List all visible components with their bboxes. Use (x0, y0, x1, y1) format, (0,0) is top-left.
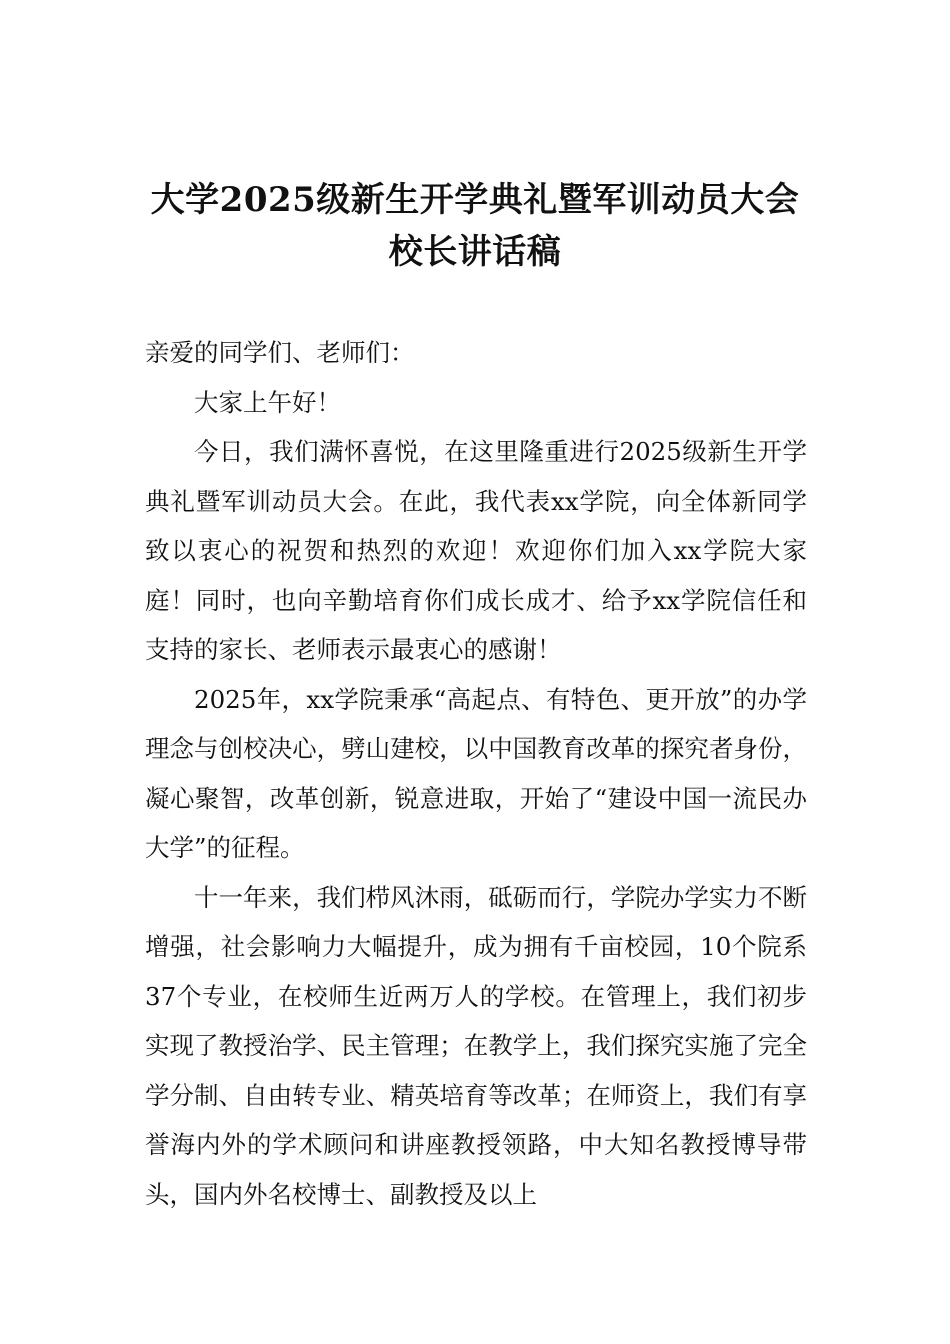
paragraph-achievements: 十一年来，我们栉风沐雨，砥砺而行，学院办学实力不断增强，社会影响力大幅提升，成为拥有千亩校园，10个院系37个专业，在校师生近两万人的学校。在管理上，我们初步实现了教授治学、民主管理；在教学上，我们探究实施了完全学分制、自由转专业、精英培育等改革；在师资上，我们有享誉海内外的学术顾问和讲座教授领路，中大知名教授博导带头，国内外名校博士、副教授及以上 (145, 882, 807, 1209)
document-title-line-1: 大学2025级新生开学典礼暨军训动员大会 (150, 180, 800, 220)
document-body (145, 328, 807, 1219)
document-title-line-2: 校长讲话稿 (388, 232, 562, 272)
salutation: 亲爱的同学们、老师们： (145, 338, 415, 367)
paragraph-greeting: 大家上午好！ (194, 387, 341, 417)
paragraph-history: 2025年，xx学院秉承“高起点、有特色、更开放”的办学理念与创校决心，劈山建校，以中国教育改革的探究者身份，凝心聚智，改革创新，锐意进取，开始了“建设中国一流民办大学”的征程。 (145, 684, 807, 862)
paragraph-welcome: 今日，我们满怀喜悦，在这里隆重进行2025级新生开学典礼暨军训动员大会。在此，我代表xx学院，向全体新同学致以衷心的祝贺和热烈的欢迎！欢迎你们加入xx学院大家庭！同时，也向辛勤培育你们成长成才、给予xx学院信任和支持的家长、老师表示最衷心的感谢！ (145, 437, 807, 664)
